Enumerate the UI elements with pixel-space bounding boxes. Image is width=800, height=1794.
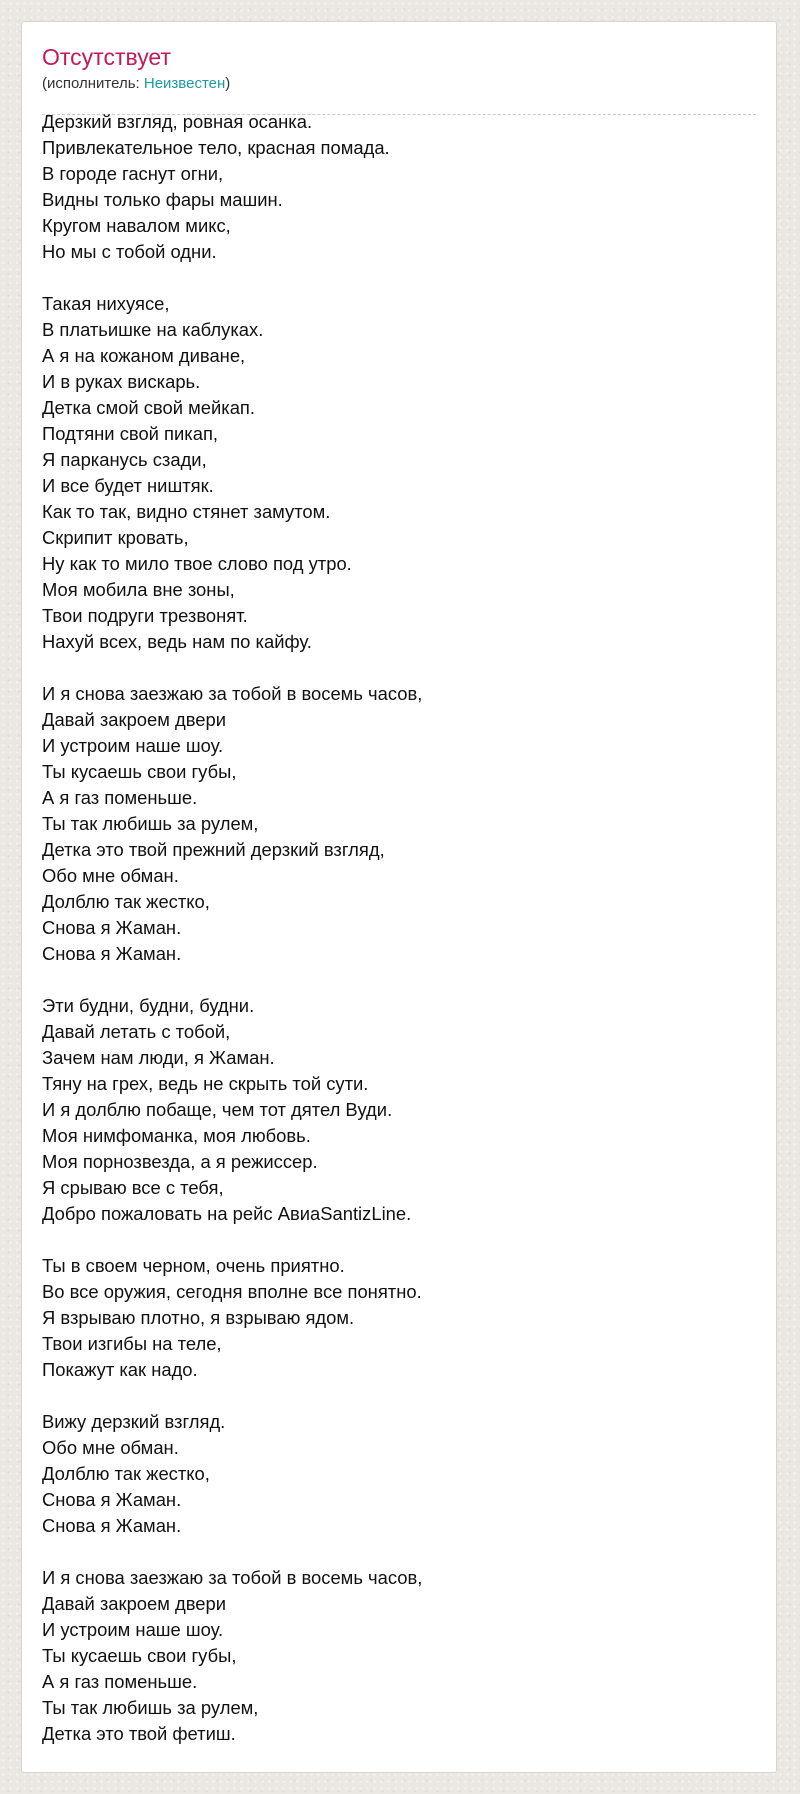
lyrics-line: Детка смой свой мейкап. [42, 397, 255, 418]
lyrics-card [21, 21, 777, 1773]
lyrics-text [42, 109, 742, 1773]
lyrics-line: Дерзкий взгляд, ровная осанка. [42, 111, 313, 132]
lyrics-line: Снова я Жаман. [42, 1489, 182, 1510]
lyrics-line: А я на кожаном диване, [42, 345, 246, 366]
lyrics-line: Твои изгибы на теле, [42, 1333, 222, 1354]
lyrics-line: Ты в своем черном, очень приятно. [42, 1255, 345, 1276]
lyrics-stanza [42, 993, 742, 1227]
song-title: Отсутствует [42, 44, 171, 70]
lyrics-line: Такая нихуясе, [42, 293, 170, 314]
lyrics-line: Ты кусаешь свои губы, [42, 1645, 237, 1666]
lyrics-line: Тяну на грех, ведь не скрыть той сути. [42, 1073, 369, 1094]
lyrics-line: Долблю так жестко, [42, 1463, 210, 1484]
lyrics-line: Во все оружия, сегодня вполне все понятно. [42, 1281, 422, 1302]
lyrics-line: И все будет ништяк. [42, 475, 214, 496]
lyrics-line: И в руках вискарь. [42, 371, 201, 392]
lyrics-line: Давай летать с тобой, [42, 1021, 231, 1042]
lyrics-line: И устроим наше шоу. [42, 1619, 224, 1640]
lyrics-stanza [42, 1565, 742, 1747]
lyrics-stanza [42, 1253, 742, 1383]
lyrics-line: Детка это твой фетиш. [42, 1723, 236, 1744]
lyrics-line: Ты кусаешь свои губы, [42, 761, 237, 782]
performer-line [42, 74, 230, 94]
lyrics-stanza [42, 291, 742, 655]
lyrics-line: Видны только фары машин. [42, 189, 283, 210]
lyrics-line: В городе гаснут огни, [42, 163, 224, 184]
lyrics-stanza [42, 681, 742, 967]
lyrics-line: Скрипит кровать, [42, 527, 189, 548]
performer-link[interactable]: Неизвестен [143, 75, 226, 92]
lyrics-line: Я паркануcь сзади, [42, 449, 207, 470]
lyrics-line: Но мы с тобой одни. [42, 241, 217, 262]
lyrics-line: И я снова заезжаю за тобой в восемь часов, [42, 1567, 423, 1588]
lyrics-line: Снова я Жаман. [42, 917, 182, 938]
lyrics-line: Подтяни свой пикап, [42, 423, 219, 444]
performer-suffix: ) [225, 75, 231, 92]
lyrics-stanza [42, 109, 742, 265]
lyrics-line: И устроим наше шоу. [42, 735, 224, 756]
lyrics-line: И я снова заезжаю за тобой в восемь часов, [42, 683, 423, 704]
lyrics-stanza [42, 1409, 742, 1539]
lyrics-line: Кругом навалом микс, [42, 215, 231, 236]
lyrics-line: Нахуй всех, ведь нам по кайфу. [42, 631, 312, 652]
lyrics-line: Моя порнозвезда, а я режиссер. [42, 1151, 318, 1172]
lyrics-line: Давай закроем двери [42, 1593, 227, 1614]
lyrics-line: А я газ поменьше. [42, 787, 198, 808]
lyrics-line: Ты так любишь за рулем, [42, 813, 259, 834]
lyrics-line: Вижу дерзкий взгляд. [42, 1411, 226, 1432]
lyrics-line: Детка это твой прежний дерзкий взгляд, [42, 839, 385, 860]
lyrics-line: Ты так любишь за рулем, [42, 1697, 259, 1718]
lyrics-line: А я газ поменьше. [42, 1671, 198, 1692]
lyrics-line: Я взрываю плотно, я взрываю ядом. [42, 1307, 355, 1328]
lyrics-line: Я срываю все с тебя, [42, 1177, 224, 1198]
lyrics-line: Эти будни, будни, будни. [42, 995, 255, 1016]
lyrics-line: Добро пожаловать на рейс АвиаSantizLine. [42, 1203, 412, 1224]
lyrics-line: В платьишке на каблуках. [42, 319, 264, 340]
lyrics-line: Твои подруги трезвонят. [42, 605, 248, 626]
lyrics-line: И я долблю побаще, чем тот дятел Вуди. [42, 1099, 393, 1120]
lyrics-line: Обо мне обман. [42, 865, 179, 886]
lyrics-line: Моя мобила вне зоны, [42, 579, 235, 600]
lyrics-line: Моя нимфоманка, моя любовь. [42, 1125, 311, 1146]
lyrics-line: Снова я Жаман. [42, 943, 182, 964]
lyrics-line: Покажут как надо. [42, 1359, 198, 1380]
song-header [42, 42, 756, 115]
lyrics-line: Зачем нам люди, я Жаман. [42, 1047, 275, 1068]
performer-prefix: (исполнитель: [42, 75, 144, 92]
lyrics-line: Снова я Жаман. [42, 1515, 182, 1536]
lyrics-line: Как то так, видно стянет замутом. [42, 501, 331, 522]
lyrics-line: Долблю так жестко, [42, 891, 210, 912]
lyrics-line: Привлекательное тело, красная помада. [42, 137, 390, 158]
lyrics-line: Обо мне обман. [42, 1437, 179, 1458]
lyrics-line: Давай закроем двери [42, 709, 227, 730]
lyrics-line: Ну как то мило твое слово под утро. [42, 553, 352, 574]
